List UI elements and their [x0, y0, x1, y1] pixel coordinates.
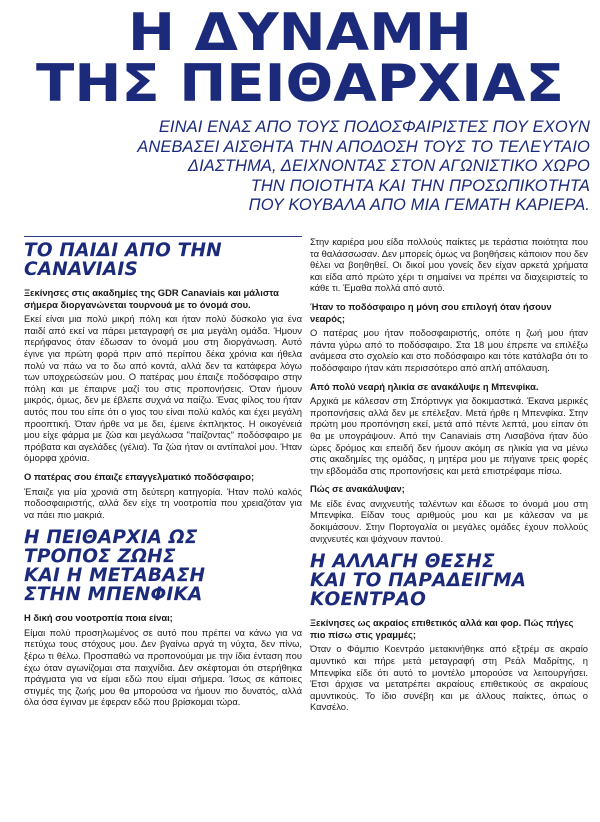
answer: Με είδε ένας ανιχνευτής ταλέντων και έδωσε το όνομά μου στη Μπενφίκα. Είδαν τους αριθμούς μου και με κάλεσαν να με δοκιμάσουν. Στην Πορτογαλία οι μεγάλες ομάδες έχουν πολλούς ανιχνευτές και ψάχνουν παντού.: [310, 497, 588, 544]
heading-line: ΚΑΙ ΤΟ ΠΑΡΑΔΕΙΓΜΑ: [310, 570, 527, 592]
subtitle-line-3: ΔΙΑΣΤΗΜΑ, ΔΕΙΧΝΟΝΤΑΣ ΣΤΟΝ ΑΓΩΝΙΣΤΙΚΟ ΧΩΡΟ: [187, 157, 590, 175]
heading-line: Η ΠΕΙΘΑΡΧΙΑ ΩΣ: [24, 527, 198, 549]
section-heading-2: [24, 528, 302, 604]
title-line-1: Η ΔΥΝΑΜΗ: [127, 3, 473, 63]
subtitle-line-5: ΠΟΥ ΚΟΥΒΑΛΑ ΑΠΟ ΜΙΑ ΓΕΜΑΤΗ ΚΑΡΙΕΡΑ.: [248, 196, 590, 214]
heading-line: ΤΟ ΠΑΙΔΙ ΑΠΟ ΤΗΝ: [24, 240, 222, 261]
question: Ο πατέρας σου έπαιζε επαγγελματικό ποδόσφαιρο;: [24, 470, 255, 482]
question: Πώς σε ανακάλυψαν;: [310, 483, 405, 495]
answer: Ο πατέρας μου ήταν ποδοσφαιριστής, οπότε η ζωή μου ήταν πάντα γύρω από το ποδόσφαιρο. Στα 18 μου έπρεπε να επιλέξω ανάμεσα στο σχολείο και στο ποδόσφαιρο και τότε κατάλαβα ότι το ποδόσφαιρο ήταν κάτι περισσότερο από απλή απόλαυση.: [310, 327, 588, 373]
question: Ξεκίνησες ως ακραίος επιθετικός αλλά και φορ. Πώς πήγες πιο πίσω στις γραμμές;: [310, 617, 574, 640]
answer: Είμαι πολύ προσηλωμένος σε αυτό που πρέπει να κάνω για να πετύχω τους στόχους μου. Δεν βγαίνω αργά τη νύχτα, δεν πίνω, ξέρω τι θέλω. Προσπαθώ να προπονούμαι με την ίδια ένταση που έχω όταν αγωνίζομαι στα παιχνίδια. Δεν σκέφτομαι ότι στερήθηκα πράγματα για να είμαι εδώ που είμαι σήμερα. Ίσως σε κάποιες στιγμές της ζωής μου θα μπορούσα να ήμουν πιο δυνατός, αλλά όλα όσα έγιναν με έφεραν εδώ που βρίσκομαι τώρα.: [24, 626, 302, 708]
section-heading-1: [24, 241, 302, 279]
question: Από πολύ νεαρή ηλικία σε ανακάλυψε η Μπενφίκα.: [310, 380, 539, 392]
answer: Αρχικά με κάλεσαν στη Σπόρτινγκ για δοκιμαστικά. Έκανα μερικές προπονήσεις αλλά δεν με επέλεξαν. Μετά ήρθε η Μπενφίκα. Στην πρώτη μου προπόνηση εκεί, μετά από πέντε λεπτά, μου είπαν ότι θα με υπογράψουν. Από την Canaviais στη Λισαβόνα ήταν δύο ώρες δρόμος και επειδή δεν ήμουν ακόμη σε ηλικία για να μένω στις ακαδημίες της ομάδας, η μητέρα μου με πήγαινε τρεις φορές την εβδομάδα στις προπονήσεις και μετά επιστρέφαμε πίσω.: [310, 395, 588, 476]
heading-line: ΣΤΗΝ ΜΠΕΝΦΙΚΑ: [24, 584, 203, 606]
question: Η δική σου νοοτροπία ποια είναι;: [24, 612, 173, 624]
answer: Στην καριέρα μου είδα πολλούς παίκτες με τεράστια ποιότητα που τα θαλάσσωσαν. Δεν μπορείς όμως να βοηθήσεις κάποιον που δεν θέλει να βοηθηθεί. Οι δικοί μου γονείς δεν είχαν αρκετά χρήματα και είδα από πρώτο χέρι τι σημαίνει να πρέπει να διαχειριστείς το κάθε τι. Έμαθα πολλά από αυτό.: [310, 236, 588, 294]
question: Ήταν το ποδόσφαιρο η μόνη σου επιλογή όταν ήσουν νεαρός;: [310, 300, 552, 324]
section-heading-3: [310, 552, 588, 609]
title-line-2: ΤΗΣ ΠΕΙΘΑΡΧΙΑΣ: [36, 53, 564, 114]
answer: Έπαιζε για μία χρονιά στη δεύτερη κατηγορία. Ήταν πολύ καλός ποδοσφαιριστής, αλλά δεν είχε τη νοοτροπία που χρειαζόταν για να πάει πιο μακριά.: [24, 485, 302, 520]
section-divider: [24, 236, 302, 237]
subtitle: [40, 118, 590, 216]
right-column: [310, 236, 588, 715]
subtitle-line-1: ΕΙΝΑΙ ΕΝΑΣ ΑΠΟ ΤΟΥΣ ΠΟΔΟΣΦΑΙΡΙΣΤΕΣ ΠΟΥ ΕΧΟΥΝ: [158, 118, 590, 136]
left-column: [24, 236, 302, 710]
answer: Όταν ο Φάμπιο Κοεντράο μετακινήθηκε από εξτρέμ σε ακραίο αμυντικό και πήρε μετά μεταγραφή στη Ρεάλ Μαδρίτης, η Μπενφίκα είδε ότι αυτό το μοντέλο μπορούσε να λειτουργήσει. Έτσι άρχισε να μετατρέπει ακραίους επιθετικούς σε ακραίους αμυντικούς. Το ίδιο συνέβη και με άλλους παίκτες, όπως ο Κανσέλο.: [310, 643, 588, 713]
answer: Εκεί είναι μια πολύ μικρή πόλη και ήταν πολύ δύσκολο για ένα παιδί από εκεί να πάρει μεταγραφή σε μια μεγάλη ομάδα. Ήμουν περήφανος όταν έδωσαν το όνομά μου στη διοργάνωση. Αυτό έγινε για πρώτη φορά πριν από περίπου δέκα χρόνια και ήθελα πολύ να πάω να το δω από κοντά, αλλά δεν τα κατάφερα λόγω των υποχρεώσεών μου. Ο πατέρας μου έπαιζε ποδόσφαιρο στην πόλη και με έπαιρνε μαζί του στις προπονήσεις. Όταν ήμουν μικρός, όμως, δεν με έβλεπε συχνά να παίζω. Ένας φίλος του ήταν αυτός που του είπε ότι ο γιος του είναι πολύ καλός και έχει μεγάλη προοπτική. Όταν ήρθε να με δει, έμεινε έκπληκτος. Η οικογένειά μου είχε φάρμα με ζώα και μεγάλωσα "παίζοντας" ποδόσφαιρο με πρόβατα και αγελάδες (γέλια). Τα ζώα ήταν οι αντίπαλοί μου. Ήταν όμορφα χρόνια.: [24, 313, 302, 464]
heading-line: Η ΑΛΛΑΓΗ ΘΕΣΗΣ: [310, 551, 495, 573]
subtitle-line-2: ΑΝΕΒΑΣΕΙ ΑΙΣΘΗΤΑ ΤΗΝ ΑΠΟΔΟΣΗ ΤΟΥΣ ΤΟ ΤΕΛΕΥΤΑΙΟ: [137, 137, 590, 156]
heading-line: ΚΑΙ Η ΜΕΤΑΒΑΣΗ: [24, 565, 206, 587]
page-title: [0, 3, 600, 114]
question: Ξεκίνησες στις ακαδημίες της GDR Canaviais και μάλιστα σήμερα διοργανώνεται τουρνουά με το όνομά σου.: [24, 287, 279, 310]
heading-line: ΚΟΕΝΤΡΑΟ: [310, 589, 427, 611]
heading-line: ΤΡΟΠΟΣ ΖΩΗΣ: [24, 546, 176, 568]
subtitle-line-4: ΤΗΝ ΠΟΙΟΤΗΤΑ ΚΑΙ ΤΗΝ ΠΡΟΣΩΠΙΚΟΤΗΤΑ: [250, 176, 590, 195]
heading-line: CANAVIAIS: [24, 259, 138, 280]
